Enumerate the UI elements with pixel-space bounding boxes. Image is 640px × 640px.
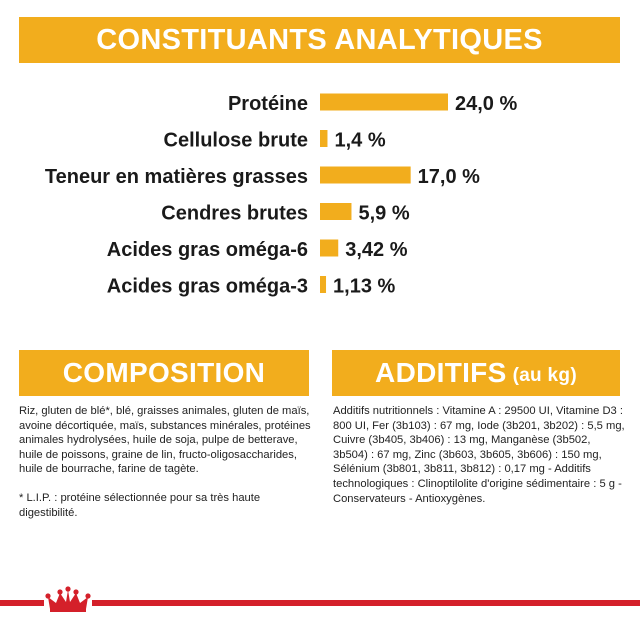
additifs-subtitle: (au kg) — [512, 364, 577, 386]
title-banner — [19, 17, 620, 63]
bar — [320, 203, 351, 220]
chart-title: CONSTITUANTS ANALYTIQUES — [96, 23, 543, 56]
value-label: 1,13 % — [333, 275, 396, 298]
category-label: Cendres brutes — [161, 202, 308, 225]
category-label: Acides gras oméga-6 — [106, 239, 308, 261]
composition-text: Riz, gluten de blé*, blé, graisses animales, gluten de maïs, avoine décortiquée, maïs, substances minérales, protéines animales hydrolysées, huile de soja, pulpe de betterave, huile de poissons, graine de lin, fructo-oligosaccharides, huile de bourrache, farine de tagète. — [19, 405, 311, 476]
bar — [320, 167, 411, 184]
additifs-title: ADDITIFS — [375, 356, 507, 388]
composition-banner — [19, 350, 309, 395]
crown-logo-icon — [44, 585, 92, 613]
value-label: 17,0 % — [417, 166, 480, 188]
composition-divider — [19, 395, 309, 396]
bar — [320, 240, 338, 257]
additifs-banner — [332, 350, 620, 395]
value-label: 5,9 % — [358, 202, 410, 225]
category-label: Cellulose brute — [163, 129, 308, 152]
nutrient-bar-chart — [0, 80, 640, 310]
bar — [320, 94, 448, 111]
category-label: Acides gras oméga-3 — [106, 275, 308, 298]
composition-note: * L.I.P. : protéine sélectionnée pour sa très haute digestibilité. — [19, 492, 261, 519]
value-label: 24,0 % — [455, 93, 518, 115]
bar — [320, 130, 327, 147]
category-label: Teneur en matières grasses — [44, 166, 308, 188]
additifs-text: Additifs nutritionnels : Vitamine A : 29500 UI, Vitamine D3 : 800 UI, Fer (3b103) : 67 mg, Iode (3b201, 3b202) : 5,5 mg, Cuivre (3b405, 3b406) : 13 mg, Manganèse (3b502, 3b504) : 67 mg, Zinc (3b603, 3b605, 3b606) : 150 mg, Sélénium (3b801, 3b811, 3b812) : 0,17 mg - Additifs technologiques : Clinoptilolite d'origine sédimentaire : 5 g - Conservateurs - Antioxygènes. — [333, 405, 625, 505]
bar — [320, 276, 326, 293]
value-label: 3,42 % — [345, 239, 408, 261]
value-label: 1,4 % — [334, 129, 386, 152]
footer-brand-line — [0, 600, 640, 606]
composition-title: COMPOSITION — [62, 356, 266, 388]
additifs-divider — [332, 395, 620, 396]
category-label: Protéine — [227, 93, 308, 115]
